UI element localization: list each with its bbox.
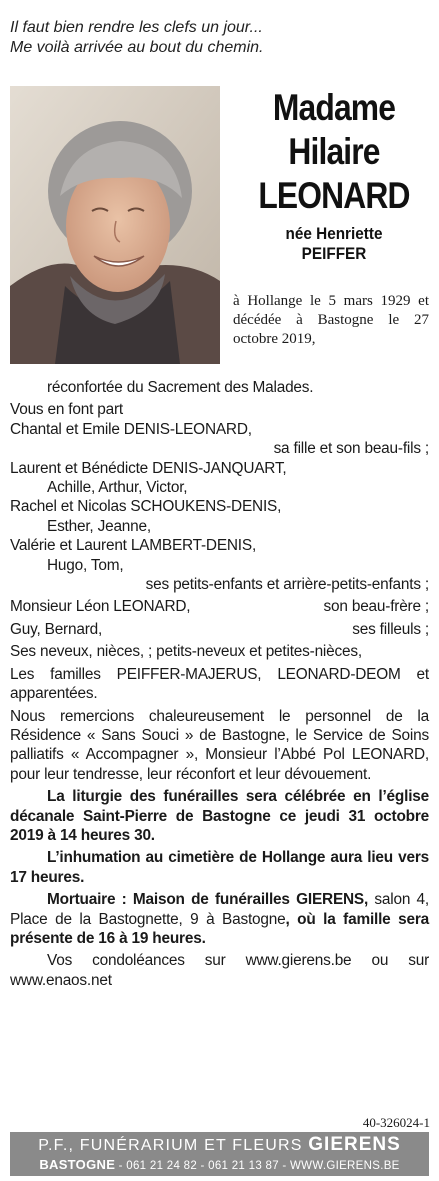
liturgy-paragraph: La liturgie des funérailles sera célébrée en l’église décanale Saint-Pierre de Bastogne ce jeudi 31 octobre 2019 à 14 heures 30.: [10, 788, 429, 844]
reference-number: 40-326024-1: [362, 1115, 430, 1130]
epigraph-line: Il faut bien rendre les clefs un jour...: [10, 19, 263, 36]
birth-death-text: à Hollange le 5 mars 1929 et décédée à Bastogne le 27 octobre 2019,: [233, 293, 429, 347]
family-families: Les familles PEIFFER-MAJERUS, LEONARD-DEOM et apparentées.: [10, 665, 429, 703]
banner-line-1: [10, 1132, 429, 1157]
announcement-body: [10, 378, 429, 990]
family-brother-name: Monsieur Léon LEONARD,: [10, 598, 191, 616]
family-grandchildren-role: ses petits-enfants et arrière-petits-enfants ;: [145, 576, 429, 594]
mortuary-paragraph: [10, 890, 429, 948]
maiden-surname: PEIFFER: [301, 244, 367, 263]
banner-services: P.F., FUNÉRARIUM ET FLEURS: [38, 1137, 303, 1154]
sacrament-line: réconfortée du Sacrement des Malades.: [47, 379, 314, 396]
last-name: LEONARD: [258, 175, 410, 216]
banner-contacts: - 061 21 24 82 - 061 21 13 87 - WWW.GIERENS.BE: [115, 1160, 400, 1172]
mortuary-address: salon 4, Place de la Bastognette, 9 à Bastogne: [10, 891, 429, 928]
family-brother-row: [10, 597, 429, 616]
maiden-name-line: née Henriette: [285, 224, 383, 243]
family-grandchild-2: Rachel et Nicolas SCHOUKENS-DENIS,: [10, 498, 282, 516]
family-godsons-name: Guy, Bernard,: [10, 620, 103, 638]
family-godsons-role: ses filleuls ;: [352, 620, 429, 638]
mortuary-presence: , où la famille sera présente de 16 à 19 heures.: [10, 910, 429, 947]
epigraph-line: Me voilà arrivée au bout du chemin.: [10, 39, 264, 56]
family-grandchild-2-kids: Esther, Jeanne,: [47, 517, 151, 535]
family-nephews: Ses neveux, nièces, ; petits-neveux et petites-nièces,: [10, 643, 362, 661]
condolences-paragraph: Vos condoléances sur www.gierens.be ou sur www.enaos.net: [10, 952, 429, 989]
burial-paragraph: L’inhumation au cimetière de Hollange aura lieu vers 17 heures.: [10, 849, 429, 886]
family-daughter-role: sa fille et son beau-fils ;: [273, 440, 429, 458]
funeral-home-banner: [10, 1132, 429, 1176]
family-grandchild-3-kids: Hugo, Tom,: [47, 556, 124, 574]
epigraph: [10, 18, 430, 58]
portrait-illustration: [10, 86, 220, 364]
family-grandchild-3: Valérie et Laurent LAMBERT-DENIS,: [10, 537, 257, 555]
mortuary-label: Mortuaire : Maison de funérailles GIERENS,: [47, 891, 369, 909]
name-block: [236, 86, 432, 264]
banner-line-2: [10, 1157, 429, 1174]
announce-line: Vous en font part: [10, 401, 123, 419]
banner-brand: GIERENS: [308, 1134, 401, 1155]
first-name: Hilaire: [288, 131, 380, 172]
portrait-photo: [10, 86, 220, 364]
family-daughter: Chantal et Emile DENIS-LEONARD,: [10, 420, 252, 438]
family-grandchild-1: Laurent et Bénédicte DENIS-JANQUART,: [10, 459, 287, 477]
family-brother-role: son beau-frère ;: [323, 598, 429, 616]
family-grandchild-1-kids: Achille, Arthur, Victor,: [47, 479, 188, 497]
name-title: Madame: [272, 87, 396, 128]
banner-town: BASTOGNE: [39, 1157, 116, 1172]
family-godsons-row: [10, 620, 429, 639]
thanks-paragraph: Nous remercions chaleureusement le personnel de la Résidence « Sans Souci » de Bastogne, le Service de Soins palliatifs « Accompagner », Monsieur l’Abbé Pol LEONARD, pour leur tendresse, leur réconfort et leur dévouement.: [10, 707, 429, 783]
